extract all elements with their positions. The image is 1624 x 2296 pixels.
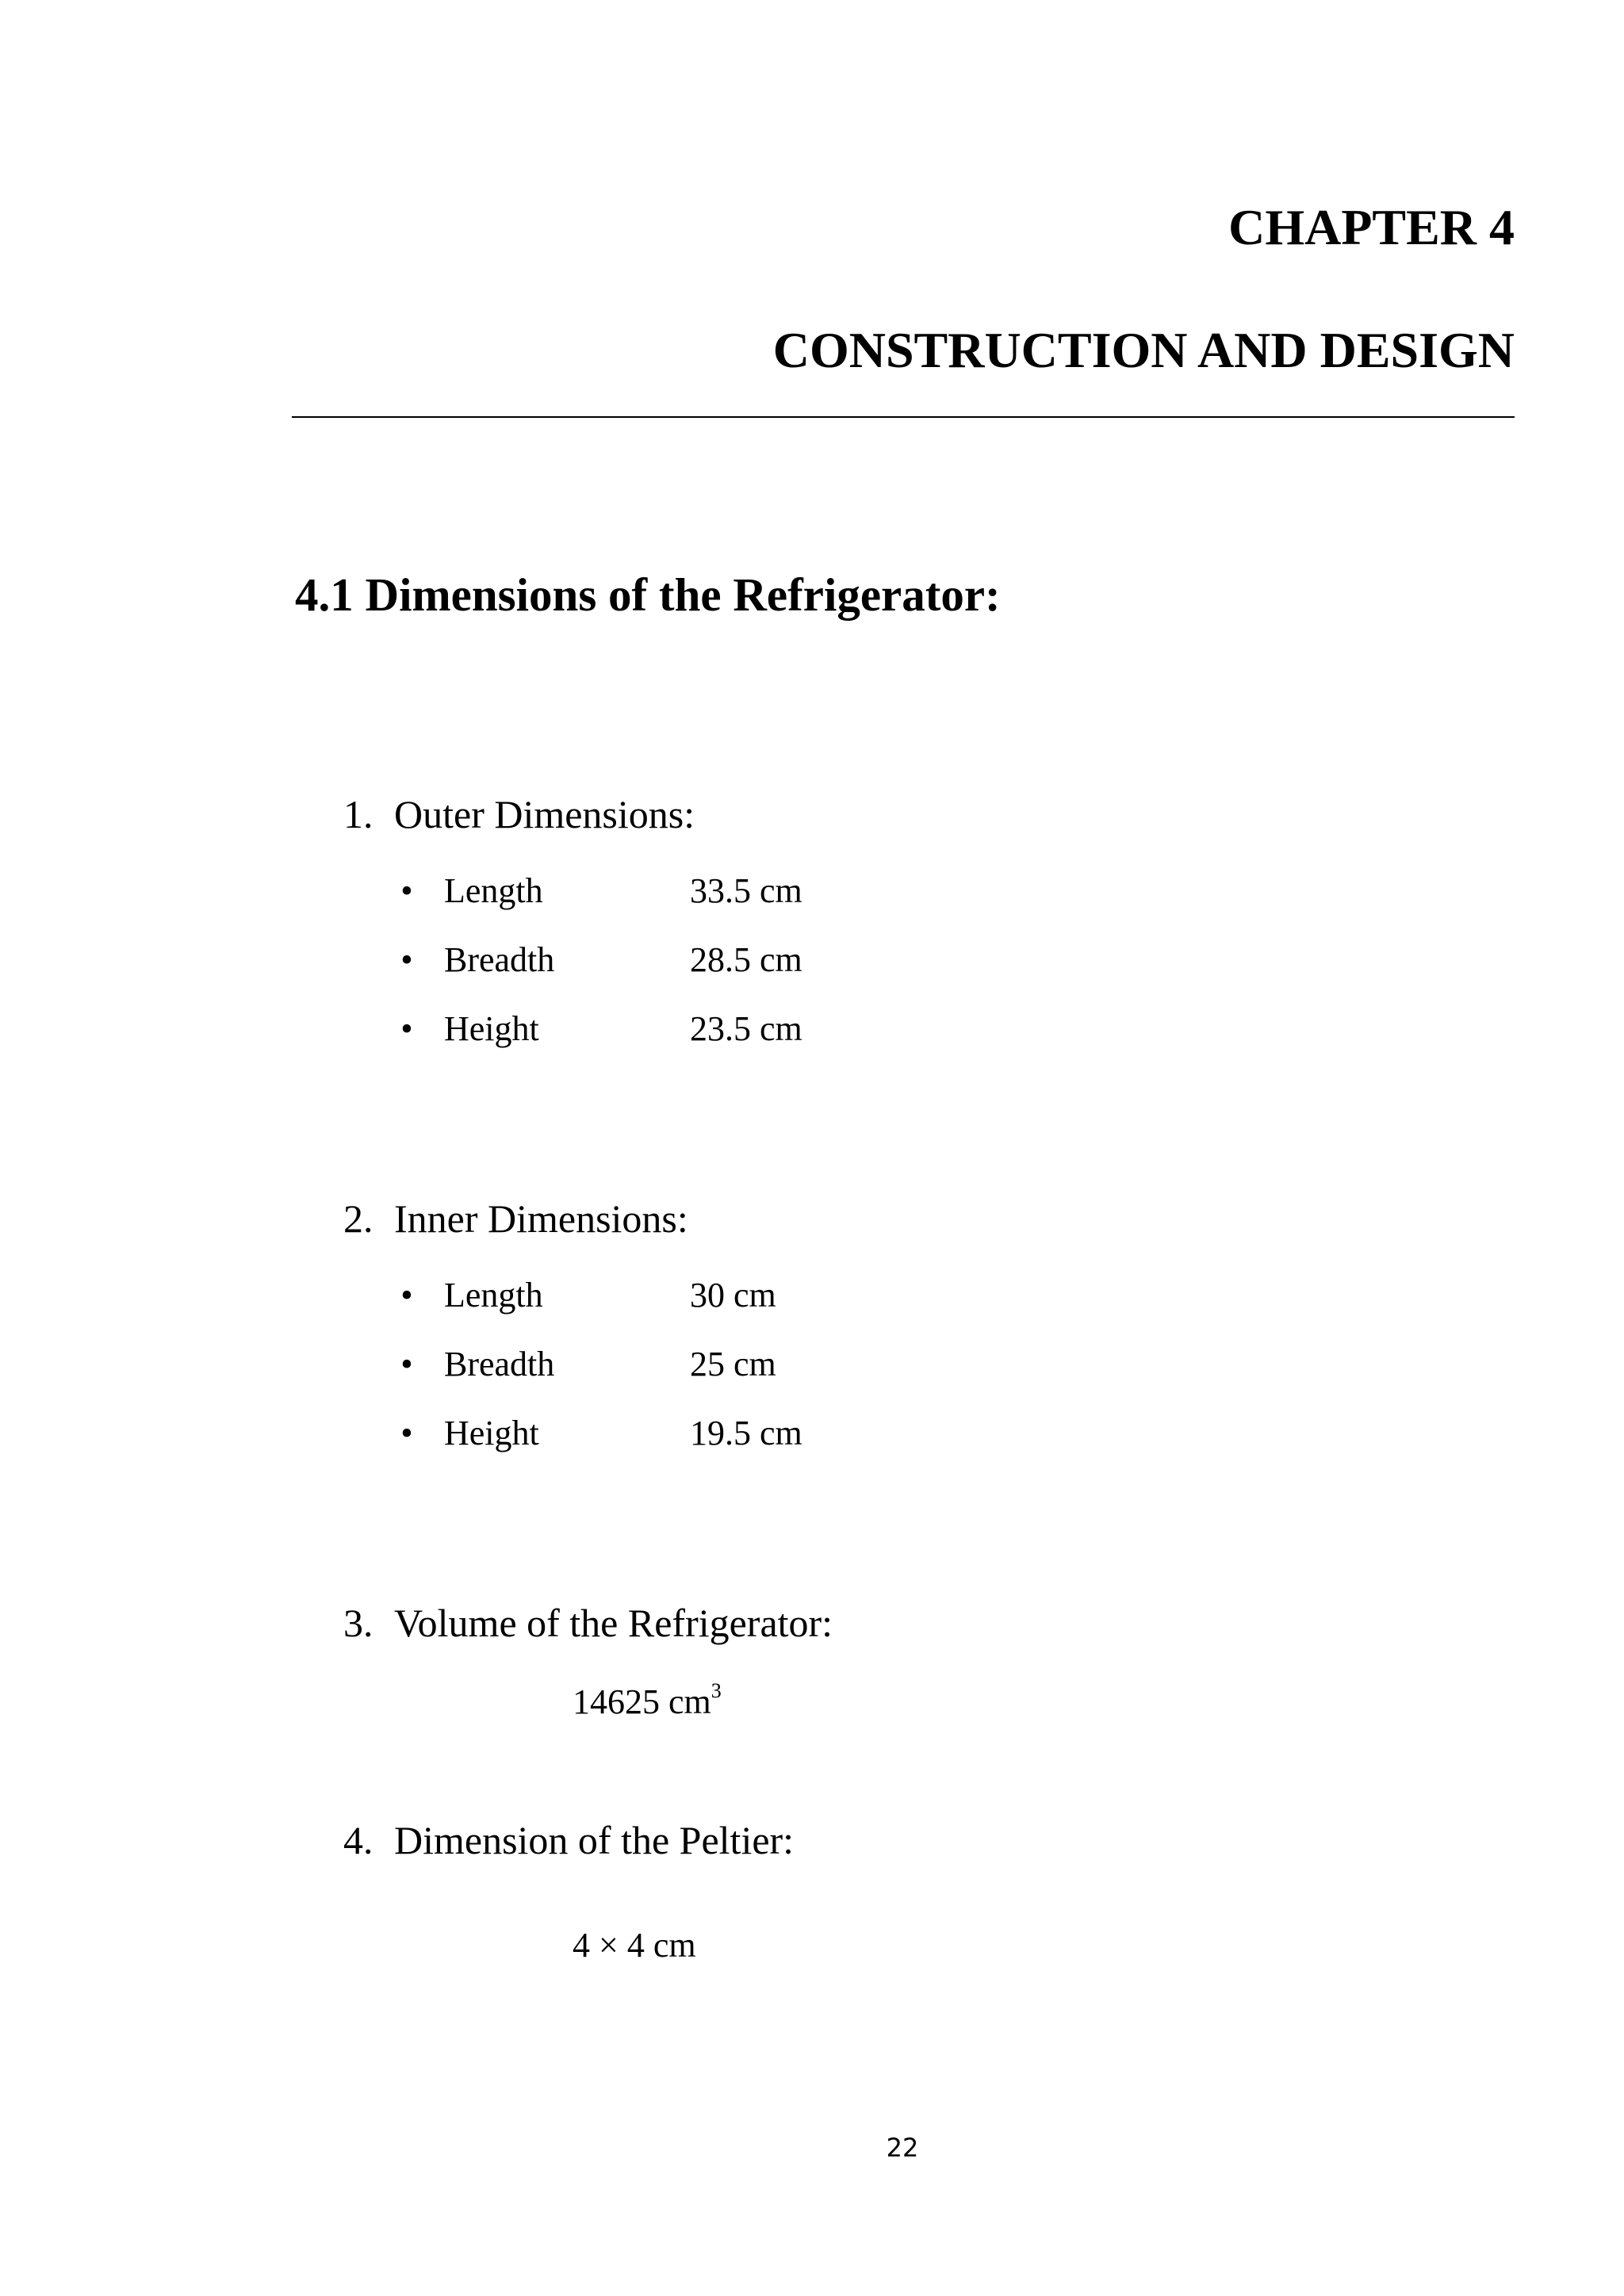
property-label: Height bbox=[444, 1414, 539, 1452]
list-item-number: 2. bbox=[343, 1196, 373, 1241]
volume-exponent: 3 bbox=[710, 1679, 722, 1702]
property-value: 25 cm bbox=[690, 1345, 776, 1383]
chapter-number: CHAPTER 4 bbox=[1228, 199, 1515, 255]
property-label: Length bbox=[444, 1276, 543, 1314]
list-item-title: Volume of the Refrigerator: bbox=[394, 1601, 833, 1645]
list-item-title: Outer Dimensions: bbox=[394, 792, 695, 836]
bullet-icon: • bbox=[400, 940, 413, 979]
list-item-number: 4. bbox=[343, 1818, 373, 1862]
chapter-title: CONSTRUCTION AND DESIGN bbox=[772, 322, 1515, 378]
list-item-number: 1. bbox=[343, 792, 373, 836]
section-heading: 4.1 Dimensions of the Refrigerator: bbox=[295, 568, 1001, 621]
bullet-icon: • bbox=[400, 871, 413, 910]
property-label: Height bbox=[444, 1009, 539, 1048]
bullet-icon: • bbox=[400, 1276, 413, 1314]
list-item-title: Inner Dimensions: bbox=[394, 1196, 688, 1241]
page-number: 22 bbox=[886, 2133, 919, 2163]
property-value: 19.5 cm bbox=[690, 1414, 802, 1452]
property-label: Length bbox=[444, 871, 543, 910]
property-value: 30 cm bbox=[690, 1276, 776, 1314]
bullet-icon: • bbox=[400, 1345, 413, 1383]
property-label: Breadth bbox=[444, 1345, 555, 1383]
volume-number: 14625 cm bbox=[573, 1682, 711, 1721]
volume-value bbox=[573, 1679, 722, 1722]
property-value: 23.5 cm bbox=[690, 1009, 802, 1048]
property-value: 33.5 cm bbox=[690, 871, 802, 910]
property-value: 28.5 cm bbox=[690, 940, 802, 979]
bullet-icon: • bbox=[400, 1414, 413, 1452]
property-label: Breadth bbox=[444, 940, 555, 979]
bullet-icon: • bbox=[400, 1009, 413, 1048]
peltier-value: 4 × 4 cm bbox=[573, 1926, 696, 1965]
header-divider bbox=[292, 416, 1515, 418]
list-item-number: 3. bbox=[343, 1601, 373, 1645]
list-item-title: Dimension of the Peltier: bbox=[394, 1818, 795, 1862]
